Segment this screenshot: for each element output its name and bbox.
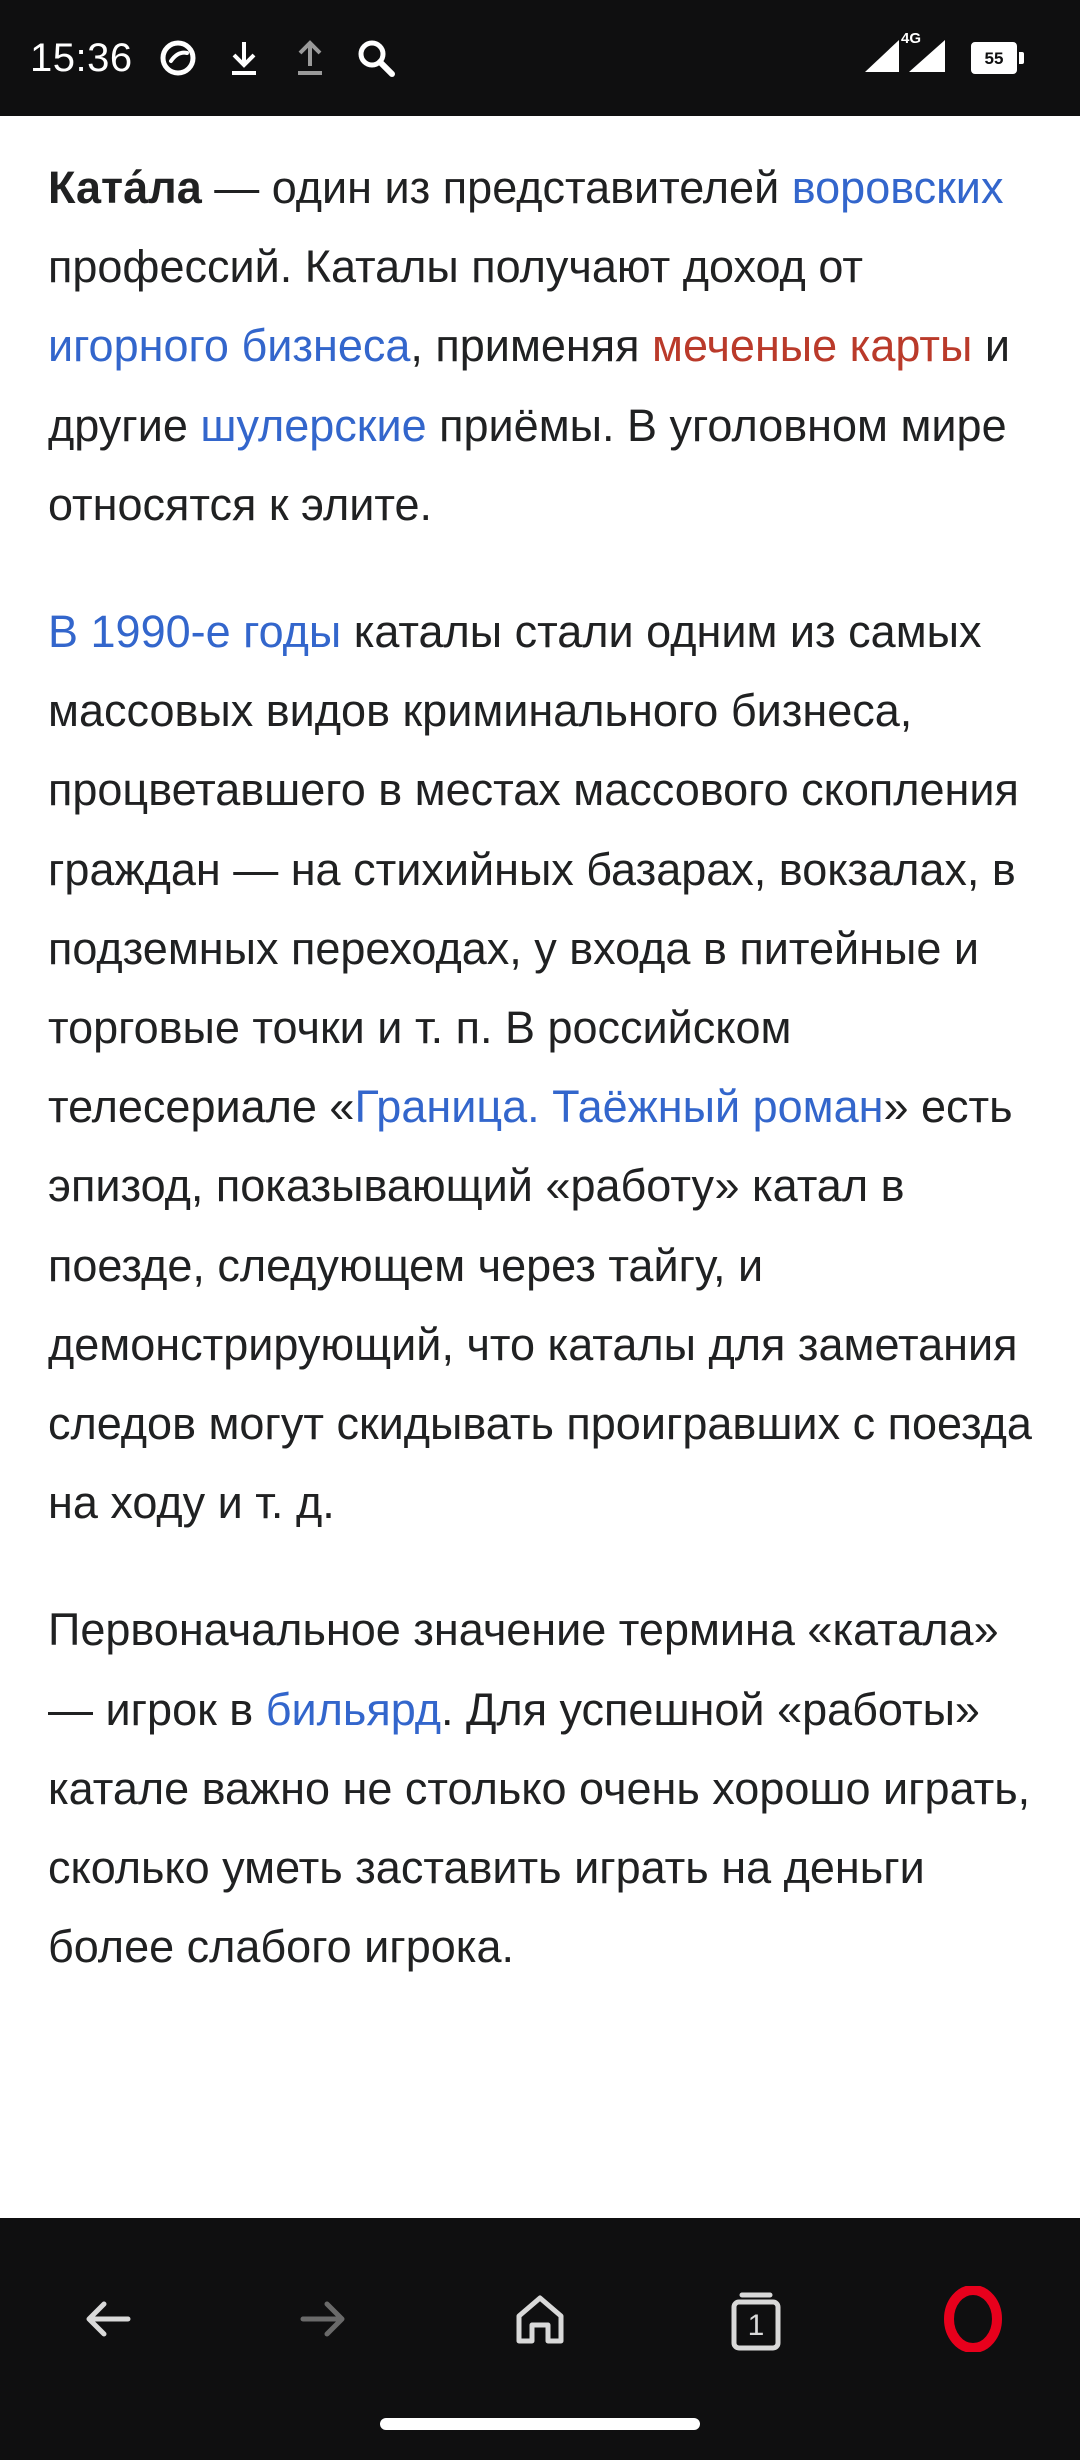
forward-icon (293, 2289, 353, 2354)
tab-count: 1 (747, 2309, 765, 2342)
upload-icon (287, 35, 333, 81)
home-icon (510, 2289, 570, 2354)
forward-button[interactable] (270, 2268, 376, 2374)
search-icon (353, 35, 399, 81)
signal-strength-icon (863, 38, 901, 79)
opera-menu-button[interactable] (920, 2268, 1026, 2374)
article-text: , применяя (410, 320, 652, 372)
article-text: » есть эпизод, показывающий «работу» катал в поезде, следующем через тайгу, и демонстрирующий, что каталы для заметания следов могут скидывать проигравших с поезда на ходу и т. д. (48, 1081, 1032, 1529)
tabs-icon (726, 2289, 786, 2353)
download-icon (221, 35, 267, 81)
signal-4g-icon (901, 29, 947, 79)
link-tv-series[interactable]: Граница. Таёжный роман (354, 1081, 884, 1133)
article-term: Ката́ла (48, 162, 202, 213)
article-paragraph-intro (48, 148, 1048, 544)
tabs-button[interactable] (703, 2268, 809, 2374)
article-text: . Для успешной «работы» катале важно не столько очень хорошо играть, сколько уметь заставить играть на деньги более слабого игрока. (48, 1683, 1031, 1973)
browser-bottom-bar (0, 2218, 1080, 2460)
link-marked-cards[interactable]: меченые карты (652, 320, 973, 372)
link-1990s[interactable]: В 1990-е годы (48, 606, 342, 658)
network-type-label: 4G (901, 29, 922, 47)
home-button[interactable] (487, 2268, 593, 2374)
article-paragraph-origin (48, 1590, 1048, 1986)
gesture-navigation-bar[interactable] (380, 2418, 700, 2430)
opera-menu-icon (940, 2286, 1006, 2357)
link-gambling-business[interactable]: игорного бизнеса (48, 320, 411, 372)
link-thieves-professions[interactable]: воровских (791, 162, 1004, 213)
back-icon (78, 2289, 138, 2354)
article-body (48, 148, 1048, 2034)
article-text: и другие (48, 320, 1011, 451)
back-button[interactable] (55, 2268, 161, 2374)
article-text: каталы стали одним из самых массовых видов криминального бизнеса, процветавшего в местах массового скопления граждан — на стихийных базарах, вокзалах, в подземных переходах, у входа в питейные и торговые точки и т. п. В российском телесериале « (48, 606, 1019, 1133)
article-text: приёмы. В уголовном мире относятся к элите. (48, 399, 1007, 530)
link-billiards[interactable]: бильярд (265, 1683, 441, 1735)
battery-icon (971, 42, 1024, 74)
article-text: профессий. Каталы получают доход от (48, 241, 863, 293)
data-saver-icon (155, 35, 201, 81)
battery-level: 55 (984, 48, 1004, 68)
article-text: Первоначальное значение термина «катала» — игрок в (48, 1604, 999, 1735)
link-cheating[interactable]: шулерские (200, 399, 427, 451)
article-paragraph-1990s (48, 592, 1048, 1542)
status-bar (0, 0, 1080, 116)
article-text: — один из представителей (201, 162, 792, 213)
status-time: 15:36 (30, 35, 133, 80)
